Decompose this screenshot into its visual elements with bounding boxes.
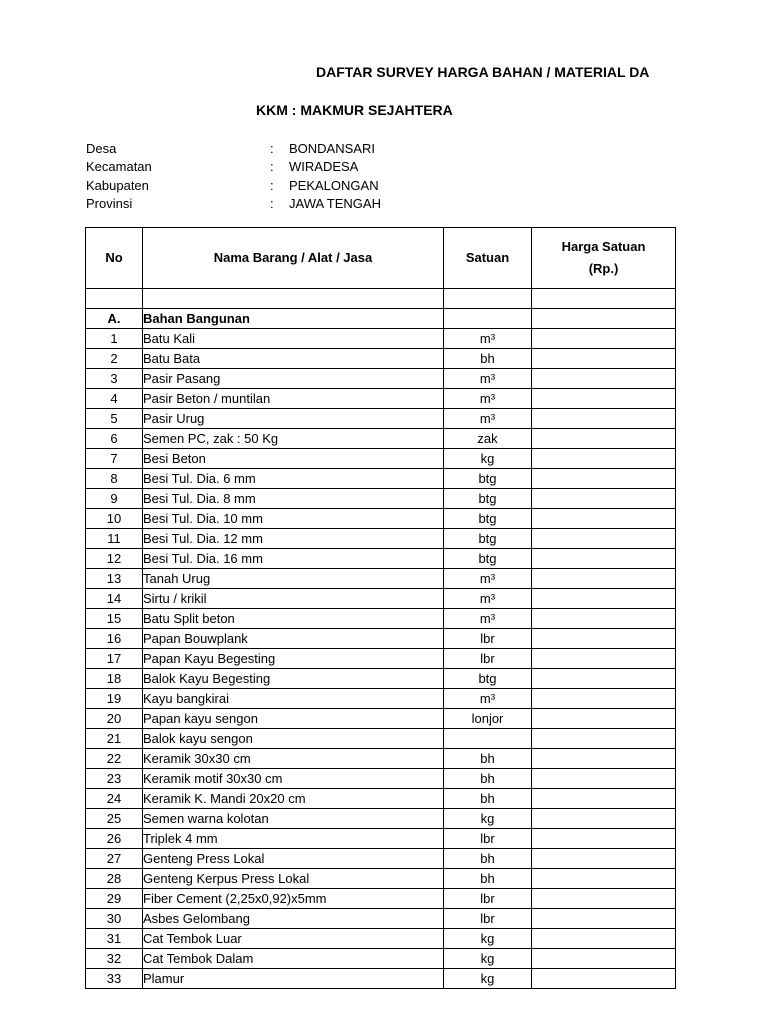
table-row [86, 689, 676, 709]
row-price [532, 789, 676, 809]
row-no: 30 [86, 909, 143, 929]
table-row [86, 569, 676, 589]
table-row [86, 389, 676, 409]
table-row [86, 709, 676, 729]
row-price [532, 849, 676, 869]
row-unit: bh [444, 869, 532, 889]
location-label: Desa [86, 141, 117, 156]
row-price [532, 589, 676, 609]
row-price [532, 469, 676, 489]
document-subtitle: KKM : MAKMUR SEJAHTERA [256, 102, 453, 118]
row-no: 1 [86, 329, 143, 349]
location-value: WIRADESA [289, 159, 359, 175]
row-price [532, 709, 676, 729]
row-no: 27 [86, 849, 143, 869]
row-name: Papan Kayu Begesting [143, 649, 444, 669]
location-info [86, 140, 586, 213]
row-name: Balok kayu sengon [143, 729, 444, 749]
row-no: 6 [86, 429, 143, 449]
table-header-row [86, 228, 676, 289]
row-unit: m³ [444, 569, 532, 589]
location-value: PEKALONGAN [289, 177, 379, 193]
row-price [532, 829, 676, 849]
row-price [532, 729, 676, 749]
row-no: 32 [86, 949, 143, 969]
row-no: 28 [86, 869, 143, 889]
row-no: 5 [86, 409, 143, 429]
header-price [532, 228, 676, 289]
row-price [532, 349, 676, 369]
row-no: 18 [86, 669, 143, 689]
table-row [86, 469, 676, 489]
row-name: Cat Tembok Luar [143, 929, 444, 949]
location-row [86, 195, 586, 213]
table-row [86, 669, 676, 689]
row-price [532, 909, 676, 929]
location-row [86, 177, 586, 195]
location-row [86, 140, 586, 158]
row-name: Keramik motif 30x30 cm [143, 769, 444, 789]
table-row [86, 749, 676, 769]
row-name: Besi Beton [143, 449, 444, 469]
row-price [532, 529, 676, 549]
table-row [86, 609, 676, 629]
table-row [86, 509, 676, 529]
row-name: Keramik 30x30 cm [143, 749, 444, 769]
row-unit: lbr [444, 649, 532, 669]
row-price [532, 629, 676, 649]
row-price [532, 689, 676, 709]
row-no: 10 [86, 509, 143, 529]
row-name: Triplek 4 mm [143, 829, 444, 849]
row-price [532, 549, 676, 569]
table-row [86, 329, 676, 349]
row-no: 22 [86, 749, 143, 769]
table-row [86, 969, 676, 989]
row-unit: lbr [444, 889, 532, 909]
row-name: Semen PC, zak : 50 Kg [143, 429, 444, 449]
row-no: 29 [86, 889, 143, 909]
table-row [86, 529, 676, 549]
row-unit: kg [444, 929, 532, 949]
location-label: Provinsi [86, 195, 133, 211]
table-row [86, 849, 676, 869]
section-unit [444, 309, 532, 329]
row-price [532, 329, 676, 349]
row-name: Cat Tembok Dalam [143, 949, 444, 969]
row-no: 33 [86, 969, 143, 989]
header-unit: Satuan [444, 228, 532, 289]
section-no: A. [86, 309, 143, 329]
row-unit: m³ [444, 369, 532, 389]
table-row [86, 869, 676, 889]
table-row [86, 789, 676, 809]
row-name: Besi Tul. Dia. 16 mm [143, 549, 444, 569]
row-name: Genteng Kerpus Press Lokal [143, 869, 444, 889]
row-name: Papan Bouwplank [143, 629, 444, 649]
location-colon: : [270, 159, 274, 175]
row-no: 13 [86, 569, 143, 589]
row-name: Plamur [143, 969, 444, 989]
row-name: Pasir Beton / muntilan [143, 389, 444, 409]
row-price [532, 809, 676, 829]
row-no: 21 [86, 729, 143, 749]
row-name: Batu Split beton [143, 609, 444, 629]
table-row [86, 809, 676, 829]
location-row [86, 158, 586, 176]
table-row [86, 629, 676, 649]
row-unit [444, 729, 532, 749]
table-row [86, 769, 676, 789]
row-name: Kayu bangkirai [143, 689, 444, 709]
row-unit: btg [444, 489, 532, 509]
location-value: BONDANSARI [289, 141, 375, 156]
row-unit: m³ [444, 689, 532, 709]
row-unit: lbr [444, 909, 532, 929]
row-unit: bh [444, 749, 532, 769]
row-name: Besi Tul. Dia. 8 mm [143, 489, 444, 509]
row-name: Asbes Gelombang [143, 909, 444, 929]
row-price [532, 649, 676, 669]
row-unit: btg [444, 669, 532, 689]
row-no: 31 [86, 929, 143, 949]
row-no: 24 [86, 789, 143, 809]
row-price [532, 929, 676, 949]
table-row [86, 729, 676, 749]
row-no: 12 [86, 549, 143, 569]
location-label: Kecamatan [86, 159, 152, 175]
row-unit: kg [444, 949, 532, 969]
row-unit: kg [444, 969, 532, 989]
row-unit: bh [444, 849, 532, 869]
row-no: 2 [86, 349, 143, 369]
location-colon: : [270, 177, 274, 193]
row-price [532, 609, 676, 629]
table-row [86, 489, 676, 509]
row-unit: m³ [444, 389, 532, 409]
table-row [86, 829, 676, 849]
table-row [86, 649, 676, 669]
section-name: Bahan Bangunan [143, 309, 444, 329]
row-name: Tanah Urug [143, 569, 444, 589]
separator-cell [86, 289, 143, 309]
table-row [86, 889, 676, 909]
row-unit: lonjor [444, 709, 532, 729]
row-price [532, 889, 676, 909]
row-name: Papan kayu sengon [143, 709, 444, 729]
row-unit: lbr [444, 629, 532, 649]
location-label: Kabupaten [86, 177, 149, 193]
header-price-line1: Harga Satuan [561, 239, 646, 254]
row-price [532, 869, 676, 889]
header-name: Nama Barang / Alat / Jasa [143, 228, 444, 289]
row-no: 25 [86, 809, 143, 829]
document-title: DAFTAR SURVEY HARGA BAHAN / MATERIAL DA [316, 64, 650, 80]
row-no: 7 [86, 449, 143, 469]
row-price [532, 569, 676, 589]
row-no: 4 [86, 389, 143, 409]
row-no: 11 [86, 529, 143, 549]
row-price [532, 749, 676, 769]
row-price [532, 409, 676, 429]
row-unit: kg [444, 449, 532, 469]
header-price-line2: (Rp.) [588, 261, 619, 276]
row-unit: btg [444, 509, 532, 529]
row-unit: bh [444, 789, 532, 809]
table-row [86, 429, 676, 449]
row-name: Besi Tul. Dia. 6 mm [143, 469, 444, 489]
row-unit: bh [444, 769, 532, 789]
row-name: Batu Bata [143, 349, 444, 369]
row-no: 16 [86, 629, 143, 649]
header-no: No [86, 228, 143, 289]
row-unit: btg [444, 549, 532, 569]
row-no: 15 [86, 609, 143, 629]
location-colon: : [270, 141, 274, 156]
row-no: 26 [86, 829, 143, 849]
row-price [532, 389, 676, 409]
row-unit: zak [444, 429, 532, 449]
separator-cell [143, 289, 444, 309]
row-unit: m³ [444, 409, 532, 429]
row-name: Fiber Cement (2,25x0,92)x5mm [143, 889, 444, 909]
table-row [86, 589, 676, 609]
row-unit: btg [444, 469, 532, 489]
row-name: Besi Tul. Dia. 10 mm [143, 509, 444, 529]
row-price [532, 669, 676, 689]
row-unit: m³ [444, 609, 532, 629]
row-name: Besi Tul. Dia. 12 mm [143, 529, 444, 549]
row-name: Balok Kayu Begesting [143, 669, 444, 689]
row-no: 19 [86, 689, 143, 709]
separator-cell [532, 289, 676, 309]
section-price [532, 309, 676, 329]
row-name: Pasir Urug [143, 409, 444, 429]
row-unit: btg [444, 529, 532, 549]
row-unit: m³ [444, 589, 532, 609]
table-row [86, 349, 676, 369]
row-price [532, 489, 676, 509]
row-price [532, 369, 676, 389]
row-name: Sirtu / krikil [143, 589, 444, 609]
table-row [86, 929, 676, 949]
price-survey-table [85, 227, 676, 989]
row-name: Keramik K. Mandi 20x20 cm [143, 789, 444, 809]
row-no: 14 [86, 589, 143, 609]
row-unit: kg [444, 809, 532, 829]
table-row [86, 949, 676, 969]
row-price [532, 969, 676, 989]
table-row [86, 369, 676, 389]
row-price [532, 449, 676, 469]
row-price [532, 509, 676, 529]
row-unit: m³ [444, 329, 532, 349]
row-name: Batu Kali [143, 329, 444, 349]
row-price [532, 429, 676, 449]
row-name: Genteng Press Lokal [143, 849, 444, 869]
row-price [532, 769, 676, 789]
row-name: Semen warna kolotan [143, 809, 444, 829]
table-row [86, 549, 676, 569]
row-unit: bh [444, 349, 532, 369]
row-no: 8 [86, 469, 143, 489]
row-no: 17 [86, 649, 143, 669]
row-no: 3 [86, 369, 143, 389]
section-row [86, 309, 676, 329]
location-colon: : [270, 195, 274, 211]
row-unit: lbr [444, 829, 532, 849]
row-name: Pasir Pasang [143, 369, 444, 389]
table-row [86, 909, 676, 929]
table-row [86, 449, 676, 469]
row-no: 23 [86, 769, 143, 789]
table-row [86, 409, 676, 429]
row-no: 20 [86, 709, 143, 729]
separator-cell [444, 289, 532, 309]
row-no: 9 [86, 489, 143, 509]
row-price [532, 949, 676, 969]
location-value: JAWA TENGAH [289, 195, 381, 211]
table-separator [86, 289, 676, 309]
